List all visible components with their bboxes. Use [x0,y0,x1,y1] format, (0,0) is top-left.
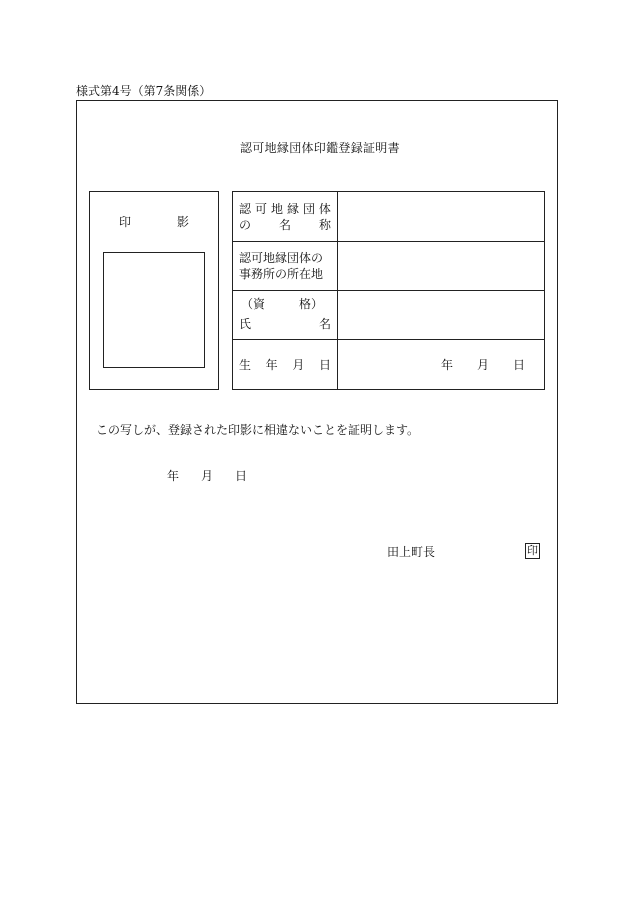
document-title: 認可地縁団体印鑑登録証明書 [240,141,400,155]
label-office-address [239,250,331,282]
row-birth-date [233,340,544,389]
seal-impression-area [103,252,205,368]
label-office-address-line2: 事務所の所在地 [239,267,324,281]
row-representative [233,290,544,340]
official-seal-mark: 印 [527,544,538,557]
issuer-title: 田上町長 [387,545,436,559]
seal-impression-label [119,215,189,229]
issue-date: 年 月 日 [167,469,247,483]
form-number: 様式第4号（第7条関係） [76,84,212,98]
label-office-address-line1: 認可地縁団体の [239,251,324,265]
label-group-name-line2: の 名 称 [239,218,331,232]
row-office-address [233,241,544,291]
label-birth-date: 生 年 月 日 [239,358,331,372]
certification-statement: この写しが、登録された印影に相違ないことを証明します。 [96,423,420,437]
label-group-name-line1: 認 可 地 縁 団 体 [239,202,331,216]
label-group-name [239,201,331,233]
seal-label-right: 影 [176,215,189,229]
value-birth-date: 年 月 日 [441,358,525,372]
info-table [232,191,545,390]
label-full-name: 氏 名 [239,317,331,331]
label-representative [239,296,331,332]
label-qualification: （資 格） [241,297,323,311]
seal-label-left: 印 [119,215,132,229]
row-group-name [233,192,544,242]
